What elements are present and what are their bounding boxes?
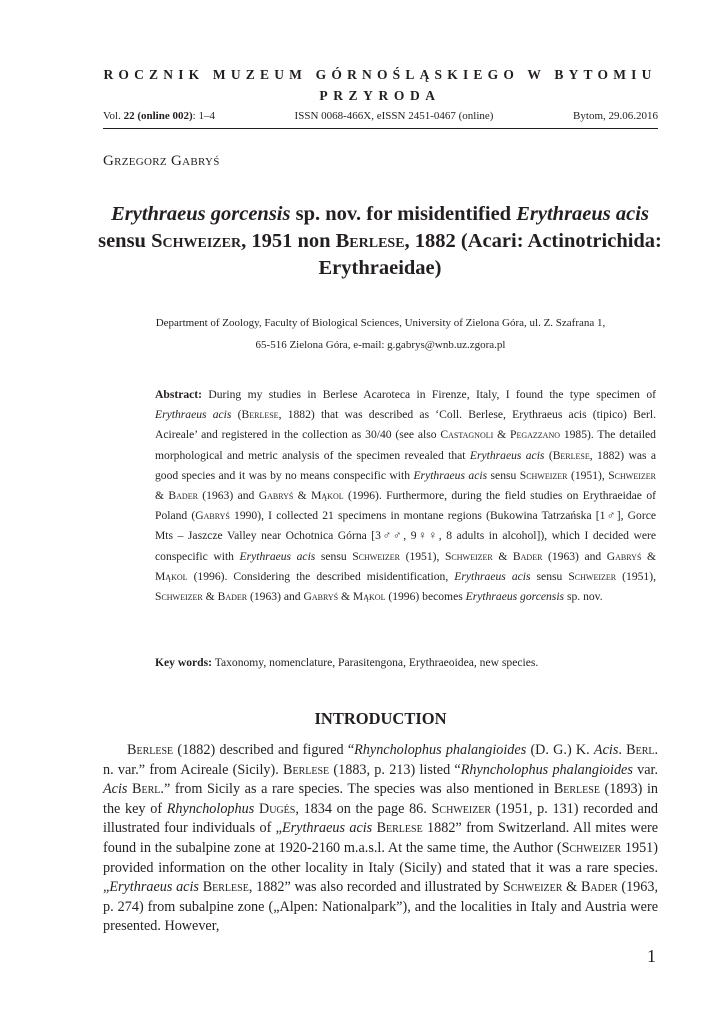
volume-info: Vol. 22 (online 002): 1–4 [103,110,215,122]
page-number: 1 [647,946,656,966]
journal-header [100,64,660,106]
section-heading: INTRODUCTION [314,709,447,728]
issn: ISSN 0068-466X, eISSN 2451-0467 (online) [294,110,494,122]
abstract-label: Abstract: [155,388,203,401]
introduction-paragraph: Berlese (1882) described and figured “Rhyncholophus phalangioides (D. G.) K. Acis. Berl. n. var.” from Acireale (Sicily). Berlese (1883, p. 213) listed “Rhyncholophus phalangioides var. Acis Berl.” from Sicily as a rare species. The species was also mentioned in Berlese (1893) in the key of Rhyncholophus Dugés, 1834 on the page 86. Schweizer (1951, p. 131) recorded and illustrated four individuals of „Erythraeus acis Berlese 1882” from Switzerland. All mites were found in the subalpine zone at 1920-2160 m.a.s.l. At the same time, the Author (Schweizer 1951) provided information on the other locality in Italy (Sicily) and stated that it was a rare species. „Erythraeus acis Berlese, 1882” was also recorded and illustrated by Schweizer & Bader (1963, p. 274) from subalpine zone („Alpen: Nationalpark”), and the localities in Italy and Austria were presented. However, [103,742,659,935]
keywords: Key words: Taxonomy, nomenclature, Parasitengona, Erythraeoidea, new species. [155,656,539,669]
abstract: Abstract: During my studies in Berlese Acaroteca in Firenze, Italy, I found the type specimen of Erythraeus acis (Berlese, 1882) that was described as ‘Coll. Berlese, Erythraeus acis (tipico) Berl. Acireale’ and registered in the collection as 30/40 (see also Castagnoli & Pegazzano 1985). The detailed morphological and metric analysis of the specimen revealed that Erythraeus acis (Berlese, 1882) was a good species and it was by no means conspecific with Erythraeus acis sensu Schweizer (1951), Schweizer & Bader (1963) and Gabryś & Mąkol (1996). Furthermore, during the field studies on Erythraeidae of Poland (Gabryś 1990), I collected 21 specimens in montane regions (Bukowina Tatrzańska [1♂], Gorce Mts – Jaszcze Valley near Ochotnica Górna [3♂♂, 9♀♀, 8 adults in alcohol]), which I decided were conspecific with Erythraeus acis sensu Schweizer (1951), Schweizer & Bader (1963) and Gabryś & Mąkol (1996). Considering the described misidentification, Erythraeus acis sensu Schweizer (1951), Schweizer & Bader (1963) and Gabryś & Mąkol (1996) becomes Erythraeus gorcensis sp. nov. [155,388,656,604]
place-date: Bytom, 29.06.2016 [573,110,658,122]
journal-series: PRZYRODA [319,88,441,103]
affiliation [103,312,658,356]
affiliation-line-2: 65-516 Zielona Góra, e-mail: g.gabrys@wnb.uz.zgora.pl [255,339,506,351]
affiliation-line-1: Department of Zoology, Faculty of Biological Sciences, University of Zielona Góra, ul. Z. Szafrana 1, [155,317,606,329]
header-rule [103,128,658,129]
keywords-label: Key words: [155,656,212,669]
author-name: Grzegorz Gabryś [103,153,220,169]
issue-meta [103,110,658,122]
journal-name: ROCZNIK MUZEUM GÓRNOŚLĄSKIEGO W BYTOMIU [103,67,657,82]
article-title: Erythraeus gorcensis sp. nov. for misidentified Erythraeus acis sensu Schweizer, 1951 non Berlese, 1882 (Acari: Actinotrichida: Erythraeidae) [98,203,662,279]
